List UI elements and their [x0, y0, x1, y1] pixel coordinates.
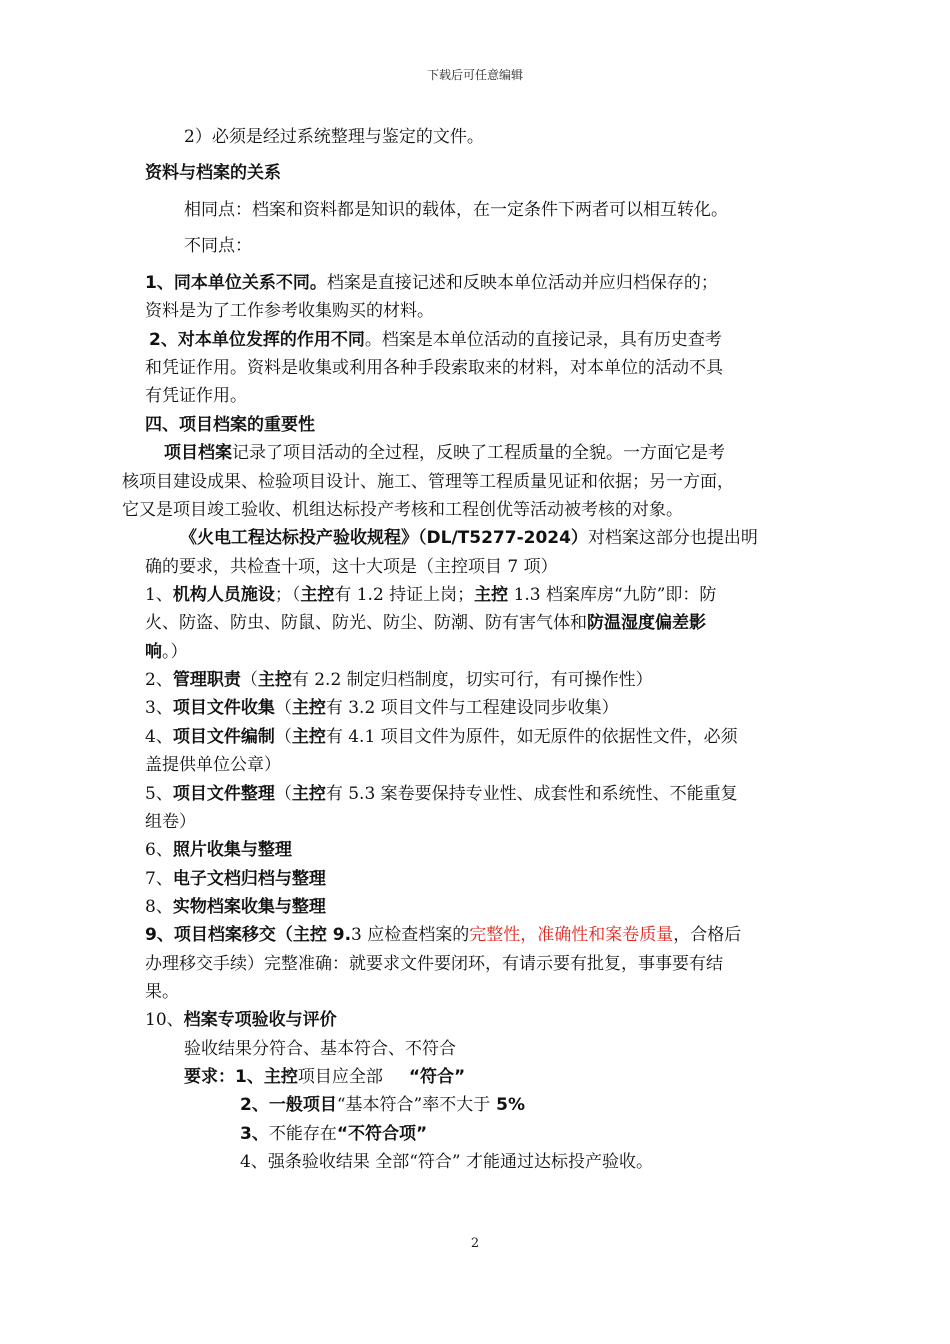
list-item	[145, 839, 292, 861]
bold-run: 机构人员施设	[172, 585, 275, 605]
text-line: 资料是为了工作参考收集购买的材料。	[145, 301, 434, 321]
text-run: 不能存在	[268, 1124, 337, 1144]
section-heading: 四、项目档案的重要性	[145, 415, 315, 435]
text-line: 办理移交手续）完整准确：就要求文件要闭环，有请示要有批复，事事要有结	[145, 954, 723, 974]
text-run: 6、	[145, 840, 173, 860]
text-run: 有 4.1 项目文件为原件，如无原件的依据性文件，必须	[325, 727, 738, 747]
text-run: 。档案是本单位活动的直接记录，具有历史查考	[364, 330, 722, 350]
bold-run: 主控	[257, 670, 292, 690]
bold-run: 实物档案收集与整理	[172, 897, 326, 917]
text-line	[240, 1123, 427, 1145]
text-line	[149, 329, 722, 351]
list-item	[145, 783, 738, 805]
list-item	[145, 924, 741, 946]
text-line	[145, 641, 188, 663]
page-number: 2	[470, 1236, 480, 1251]
highlighted-run: 完整性，准确性和案卷质量	[469, 925, 674, 945]
text-run: 档案是直接记述和反映本单位活动并应归档保存的；	[326, 273, 718, 293]
text-run: 1、	[145, 585, 173, 605]
text-line: 盖提供单位公章）	[145, 755, 281, 775]
text-run: 记录了项目活动的全过程，反映了工程质量的全貌。一方面它是考	[232, 443, 725, 463]
text-line	[180, 527, 758, 549]
text-line: 组卷）	[145, 812, 196, 832]
text-line: 有凭证作用。	[145, 386, 247, 406]
bold-run: 管理职责	[172, 670, 241, 690]
text-line	[164, 442, 725, 464]
text-run: 7、	[145, 869, 173, 889]
text-run: 3 应检查档案的	[351, 925, 470, 945]
bold-run: 主控	[291, 727, 326, 747]
text-line	[240, 1094, 525, 1116]
bold-run: 项目文件编制	[172, 727, 275, 747]
text-line: 果。	[145, 982, 179, 1002]
page-header: 下载后可任意编辑	[426, 68, 523, 82]
text-run: （	[240, 670, 258, 690]
bold-run: 照片收集与整理	[172, 840, 292, 860]
text-line	[145, 612, 706, 634]
text-run: ；（	[274, 585, 301, 605]
text-line	[145, 272, 718, 294]
bold-run: 档案专项验收与评价	[183, 1010, 337, 1030]
bold-run: 项目档案	[164, 443, 232, 463]
list-item	[145, 584, 716, 606]
text-line	[184, 1066, 465, 1088]
list-item	[145, 896, 326, 918]
text-line: 它又是项目竣工验收、机组达标投产考核和工程创优等活动被考核的对象。	[122, 500, 683, 520]
text-run: 项目应全部	[297, 1067, 383, 1087]
bold-run: 1、同本单位关系不同。	[145, 273, 327, 293]
text-run: 火、防盗、防虫、防鼠、防光、防尘、防潮、防有害气体和	[145, 613, 587, 633]
bold-run: 项目文件整理	[172, 784, 275, 804]
text-line: 确的要求，共检查十项，这十大项是（主控项目 7 项）	[145, 557, 558, 577]
text-run: ，合格后	[673, 925, 742, 945]
bold-run: 3、	[240, 1124, 269, 1144]
text-run: “基本符合”率不大于	[336, 1095, 491, 1115]
list-item	[145, 1009, 337, 1031]
text-line: 2）必须是经过系统整理与鉴定的文件。	[184, 127, 484, 147]
text-run: 有 2.2 制定归档制度，切实可行，有可操作性）	[291, 670, 653, 690]
text-line: 相同点：档案和资料都是知识的载体，在一定条件下两者可以相互转化。	[184, 200, 728, 220]
bold-run: 主控	[291, 698, 326, 718]
text-run: 3、	[145, 698, 173, 718]
bold-run: “不符合项”	[336, 1124, 428, 1144]
list-item	[145, 868, 326, 890]
text-run: 有 3.2 项目文件与工程建设同步收集）	[325, 698, 619, 718]
text-run: 对档案这部分也提出明	[587, 528, 758, 548]
text-run: 10、	[145, 1010, 184, 1030]
bold-run: 响	[145, 642, 162, 662]
list-item	[145, 726, 738, 748]
text-run: 有 1.2 持证上岗；	[334, 585, 475, 605]
bold-run: 《火电工程达标投产验收规程》（DL/T5277-2024）	[180, 528, 588, 548]
bold-run: 9、项目档案移交（主控 9.	[145, 925, 352, 945]
text-run: 8、	[145, 897, 173, 917]
text-line: 核项目建设成果、检验项目设计、施工、管理等工程质量见证和依据；另一方面，	[122, 472, 734, 492]
bold-run: 5%	[490, 1095, 526, 1115]
bold-run: 要求：1、主控	[184, 1067, 298, 1087]
text-run: 2、	[145, 670, 173, 690]
text-line: 不同点：	[184, 236, 252, 256]
text-line: 4、强条验收结果 全部“符合” 才能通过达标投产验收。	[240, 1152, 654, 1172]
bold-run: 主控	[474, 585, 509, 605]
text-run: 1.3 档案库房“九防”即：防	[508, 585, 717, 605]
bold-run: 防温湿度偏差影	[587, 613, 706, 633]
text-run: 5、	[145, 784, 173, 804]
text-line: 验收结果分符合、基本符合、不符合	[184, 1039, 456, 1059]
bold-run: 电子文档归档与整理	[172, 869, 326, 889]
section-heading: 资料与档案的关系	[145, 163, 281, 183]
text-run: （	[274, 698, 292, 718]
bold-run: 主控	[291, 784, 326, 804]
text-run: （	[274, 727, 292, 747]
bold-run: 主控	[300, 585, 335, 605]
text-run: 有 5.3 案卷要保持专业性、成套性和系统性、不能重复	[325, 784, 738, 804]
text-run: 4、	[145, 727, 173, 747]
text-line: 和凭证作用。资料是收集或利用各种手段索取来的材料，对本单位的活动不具	[145, 358, 723, 378]
bold-run: 项目文件收集	[172, 698, 275, 718]
bold-run: “符合”	[408, 1067, 466, 1087]
list-item	[145, 669, 653, 691]
bold-run: 2、一般项目	[240, 1095, 337, 1115]
text-run: 。）	[162, 642, 188, 662]
text-run: （	[274, 784, 292, 804]
bold-run: 2、对本单位发挥的作用不同	[149, 330, 365, 350]
list-item	[145, 697, 619, 719]
